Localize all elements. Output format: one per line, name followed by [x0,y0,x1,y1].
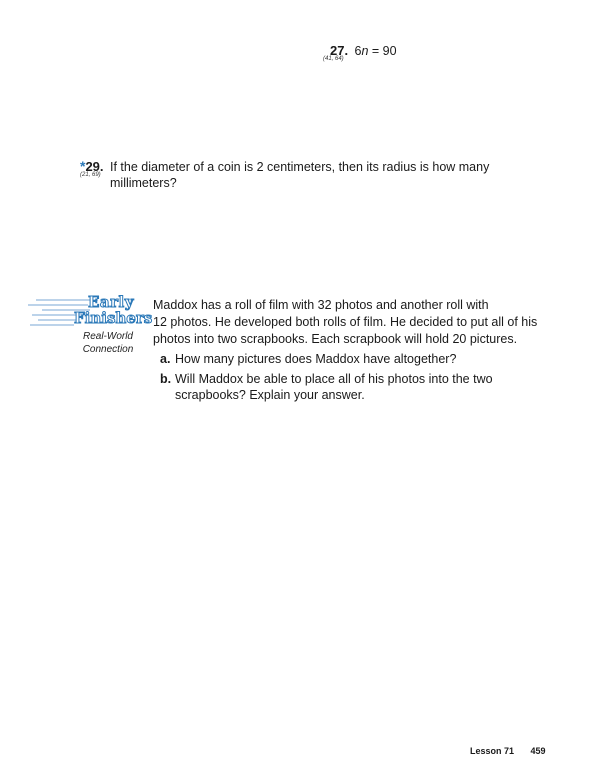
logo-text-finishers: Finishers [74,309,153,327]
page-number: 459 [530,746,546,756]
caption-line: Real-World [82,331,133,342]
subquestion-text: How many pictures does Maddox have altogether? [175,352,457,366]
real-world-caption [78,330,138,356]
text-line: 12 photos. He developed both rolls of film. He decided to put all of his [153,315,538,329]
equation [355,44,397,58]
early-finishers-text [153,297,553,403]
text-line: If the diameter of a coin is 2 centimeters, then its radius is how many [110,160,490,174]
subquestion-b [153,371,553,403]
lesson-reference: (21, 69) [80,172,101,178]
subquestion-text-line: Will Maddox be able to place all of his photos into the two [175,372,493,386]
problem-number: 27. [330,43,349,58]
page-footer [470,746,546,756]
subquestion-a [153,351,553,367]
equation-variable: n [361,44,369,58]
equation-coef: 6 [354,44,362,58]
problem-number: 29. [85,159,104,174]
logo-text-early: Early [88,293,134,311]
text-line: Maddox has a roll of film with 32 photos and another roll with [153,298,489,312]
lesson-label: Lesson 71 [470,746,515,756]
caption-line: Connection [82,344,134,355]
problem-29-text [110,159,489,191]
subquestion-text-line: scrapbooks? Explain your answer. [175,388,365,402]
subquestion-label: a. [160,352,171,366]
equation-rest: = 90 [368,44,397,58]
text-line: millimeters? [110,176,177,190]
early-finishers-logo [28,293,153,330]
lesson-reference: (41, 64) [323,56,344,62]
challenge-star: * [80,158,86,174]
subquestion-label: b. [160,372,172,386]
text-line: photos into two scrapbooks. Each scrapbook will hold 20 pictures. [153,332,518,346]
